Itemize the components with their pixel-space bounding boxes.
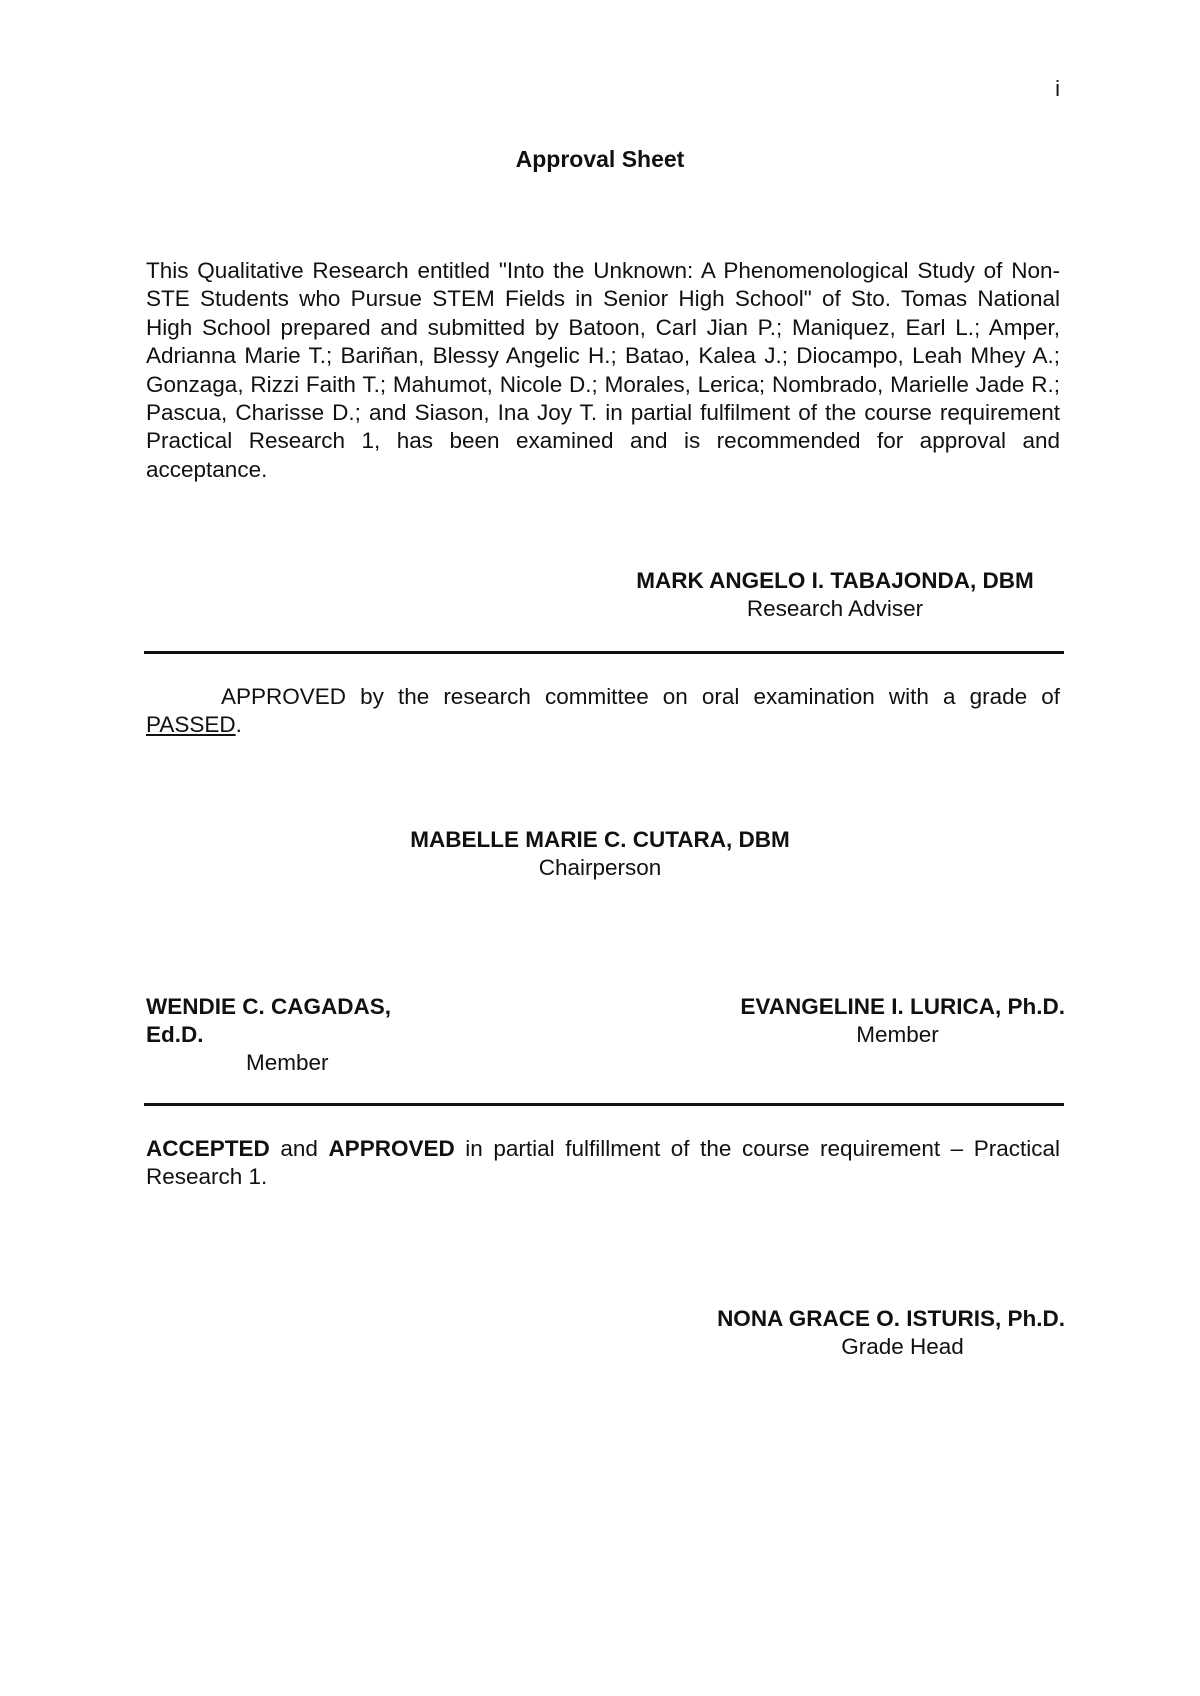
member-signature-block	[660, 993, 1065, 1049]
divider	[144, 651, 1064, 654]
chairperson-name: MABELLE MARIE C. CUTARA, DBM	[410, 827, 790, 852]
divider	[144, 1103, 1064, 1106]
chairperson-role: Chairperson	[538, 855, 662, 880]
grade-head-name: NONA GRACE O. ISTURIS, Ph.D.	[717, 1306, 1065, 1331]
member-name: EVANGELINE I. LURICA, Ph.D.	[740, 994, 1065, 1019]
approval-end: .	[235, 712, 242, 738]
page-title: Approval Sheet	[515, 146, 685, 172]
member-name: WENDIE C. CAGADAS, Ed.D.	[146, 994, 392, 1047]
grade-head-role: Grade Head	[841, 1334, 964, 1359]
approval-text: APPROVED by the research committee on oral examination with a grade of	[221, 684, 1060, 709]
member-role: Member	[856, 1022, 939, 1047]
page-number: i	[1055, 76, 1060, 101]
member-role: Member	[246, 1050, 329, 1075]
adviser-role: Research Adviser	[746, 596, 924, 621]
intro-paragraph: This Qualitative Research entitled "Into the Unknown: A Phenomenological Study of Non-STE Students who Pursue STEM Fields in Senior High School" of Sto. Tomas National High School prepared and submitted by Batoon, Carl Jian P.; Maniquez, Earl L.; Amper, Adrianna Marie T.; Bariñan, Blessy Angelic H.; Batao, Kalea J.; Diocampo, Leah Mhey A.; Gonzaga, Rizzi Faith T.; Mahumot, Nicole D.; Morales, Lerica; Nombrado, Marielle Jade R.; Pascua, Charisse D.; and Siason, Ina Joy T. in partial fulfilment of the course requirement Practical Research 1, has been examined and is recommended for approval and acceptance.	[146, 258, 1060, 482]
approved-word: APPROVED	[328, 1136, 455, 1161]
acceptance-paragraph	[146, 1135, 1060, 1192]
adviser-name: MARK ANGELO I. TABAJONDA, DBM	[636, 568, 1034, 593]
accepted-word: ACCEPTED	[146, 1136, 270, 1161]
adviser-signature-block	[600, 567, 1070, 623]
approval-grade: PASSED	[146, 712, 236, 738]
grade-head-signature-block	[660, 1305, 1065, 1361]
chairperson-signature-block	[0, 826, 1200, 882]
and-word: and	[269, 1136, 329, 1161]
acceptance-rest: in partial fulfillment of the course requirement – Practical Research 1.	[146, 1136, 1061, 1190]
approval-paragraph	[146, 683, 1060, 740]
member-signature-block	[146, 993, 436, 1077]
